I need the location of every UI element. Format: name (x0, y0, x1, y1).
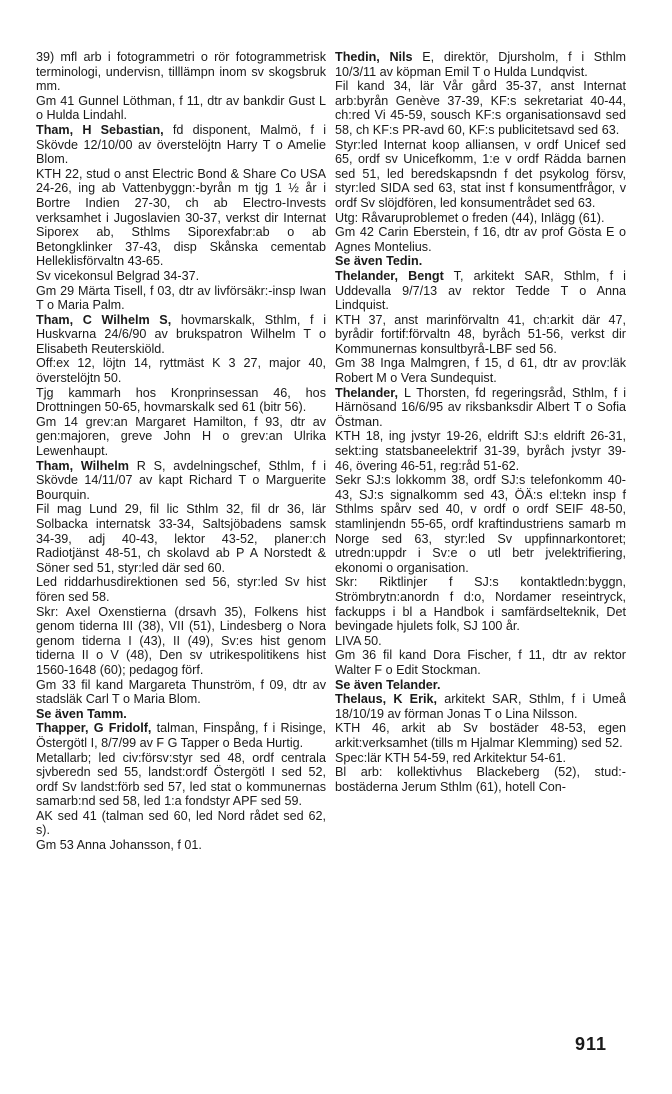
entry-line: Gm 38 Inga Malmgren, f 15, d 61, dtr av prov:läk Robert M o Vera Sundequist. (335, 356, 626, 386)
entry-line: Gm 53 Anna Johansson, f 01. (36, 838, 202, 853)
biography-entry (335, 269, 626, 386)
person-name: Tham, C Wilhelm S, (36, 312, 172, 327)
page-number: 911 (575, 1034, 608, 1054)
entry-heading (335, 692, 626, 721)
biography-entry (335, 386, 626, 692)
entry-intro: talman, Finspång, f i Risinge, Östergötl I, 8/7/99 av F G Tapper o Beda Hurtig. (36, 721, 326, 750)
entry-line: Fil kand 34, lär Vår gård 35-37, anst Internat arb:byrån Genève 37-39, KF:s sekretariat 40-44, ch:red Vi 45-59, sousch KF:s organisationsavd sed 58, ch KF:s PR-avd 60, KF:s publicitetsavd sed 63. (335, 79, 626, 137)
person-name: Thelander, Bengt (335, 268, 444, 283)
entry-line: Gm 36 fil kand Dora Fischer, f 11, dtr av rektor Walter F o Edit Stockman. (335, 648, 626, 677)
entry-line: Off:ex 12, löjtn 14, ryttmäst K 3 27, major 40, överstelöjtn 50. (36, 356, 326, 386)
entry-heading (36, 313, 326, 357)
biography-entry (36, 313, 326, 459)
person-name: Thelander, (335, 385, 398, 400)
right-column (335, 50, 626, 794)
entry-line: Spec:lär KTH 54-59, red Arkitektur 54-61. (335, 750, 566, 765)
entry-line: Gm 14 grev:an Margaret Hamilton, f 93, dtr av gen:majoren, greve John H o grev:an Ulrika Lewenhaupt. (36, 414, 326, 459)
entry-intro: R S, avdelningschef, Sthlm, f i Skövde 14/11/07 av kapt Richard T o Marguerite Bourquin. (36, 458, 326, 502)
biography-entry (36, 459, 326, 722)
see-also-reference: Se även Tedin. (335, 254, 423, 269)
person-name: Thedin, Nils (335, 50, 413, 64)
entry-heading (335, 50, 626, 79)
entry-line: KTH 46, arkit ab Sv bostäder 48-53, egen arkit:verksamhet (tills m Hjalmar Klemming) sed 52. (335, 721, 626, 750)
entry-line: Styr:led Internat koop alliansen, v ordf Unicef sed 65, ordf sv Unicefkomm, 1:e v ordf Rädda barnen sed 51, led beredskapsndn f det psykolog försv, styr:led SIDA sed 63, stat inst f konsumentfrågor, v ordf Sv slöjdfören, led konsumentrådet sed 63. (335, 137, 626, 210)
entry-line: Utg: Råvaruproblemet o freden (44), Inlägg (61). (335, 210, 605, 225)
entry-line: KTH 37, anst marinförvaltn 41, ch:arkit där 47, byrådir fortif:förvaltn 48, byråch 51-56, verkst dir Kommunernas konsultbyrå-LBF sed 56. (335, 312, 626, 356)
entry-heading (36, 721, 326, 750)
entry-line: Sv vicekonsul Belgrad 34-37. (36, 268, 200, 283)
biography-entry (335, 692, 626, 794)
entry-line: Sekr SJ:s lokkomm 38, ordf SJ:s telefonkomm 40-43, SJ:s signalkomm sed 43, ÖÄ:s el:tekn insp f Sthlms spårv sed 40, v ordf o ordf SEIF 48-50, stamlinjendn 55-65, ordf kraftindustriens samarb m Norge sed 63, styr:led Sv uppfinnarkontoret; utredn:uppdr i Sv:e o utl betr jvelektrifiering, ekonomi o organisation. (335, 473, 626, 575)
entry-heading (36, 123, 326, 167)
person-name: Tham, Wilhelm (36, 458, 130, 473)
entry-intro: arkitekt SAR, Sthlm, f i Umeå 18/10/19 av förman Jonas T o Lina Nilsson. (335, 692, 627, 721)
entry-line: Gm 29 Märta Tisell, f 03, dtr av livförsäkr:-insp Iwan T o Maria Palm. (36, 283, 326, 313)
entry-heading (335, 269, 626, 313)
entry-line: Gm 33 fil kand Margareta Thunström, f 09, dtr av stadsläk Carl T o Maria Blom. (36, 677, 326, 707)
entry-line: Bl arb: kollektivhus Blackeberg (52), stud:-bostäderna Jerum Sthlm (61), hotell Con- (335, 765, 626, 794)
person-name: Thelaus, K Erik, (335, 692, 437, 707)
entry-line: Gm 41 Gunnel Löthman, f 11, dtr av bankdir Gust L o Hulda Lindahl. (36, 93, 326, 123)
entry-intro: T, arkitekt SAR, Sthlm, f i Uddevalla 9/7/13 av rektor Tedde T o Anna Lindquist. (335, 268, 626, 313)
entry-line: Metallarb; led civ:försv:styr sed 48, ordf centrala sjvberedn sed 55, landst:ordf Östergötl I sed 52, ordf Sv landst:förb sed 57, led stat o kommunernas samarb:nd sed 58, led 1:a fondstyr APF sed 59. (36, 750, 326, 809)
entry-line: AK sed 41 (talman sed 60, led Nord rådet sed 62, s). (36, 808, 326, 838)
entry-line: Led riddarhusdirektionen sed 56, styr:led Sv hist fören sed 58. (36, 575, 326, 604)
entry-line: LIVA 50. (335, 633, 382, 648)
biography-entry (335, 50, 626, 269)
biography-entry (36, 50, 326, 123)
biography-entry (36, 721, 326, 852)
see-also-reference: Se även Telander. (335, 677, 441, 692)
entry-line: Skr: Riktlinjer f SJ:s kontaktledn:byggn, Strömbrytn:anordn f d:o, Nordamer reseintryck, fackupps i bl a Handbok i samfärdselteknik, Det bevingade hjulets folk, SJ 100 år. (335, 575, 626, 634)
biography-entry (36, 123, 326, 313)
entry-line: Fil mag Lund 29, fil lic Sthlm 32, fil dr 36, lär Solbacka internatsk 33-34, Saltsjöbadens samsk 34-39, adj 40-43, lektor 43-52, planer:ch Radiotjänst 48-51, ch skolavd ab P A Norstedt & Söner sed 51, styr:led där sed 60. (36, 502, 326, 575)
entry-intro: fd disponent, Malmö, f i Skövde 12/10/00 av överstelöjtn Harry T o Amelie Blom. (36, 122, 326, 167)
entry-line: Tjg kammarh hos Kronprinsessan 46, hos Drottningen 50-65, hovmarskalk sed 61 (bitr 56). (36, 385, 326, 415)
person-name: Thapper, G Fridolf, (36, 721, 152, 736)
person-name: Tham, H Sebastian, (36, 122, 164, 137)
entry-line: KTH 18, ing jvstyr 19-26, eldrift SJ:s eldrift 26-31, sekt:ing statsbaneelektrif 31-39, byråch jvstyr 39-46, övering 46-51, reg:råd 51-62. (335, 429, 626, 473)
entry-intro: hovmarskalk, Sthlm, f i Huskvarna 24/6/90 av brukspatron Wilhelm T o Elisabeth Reuterskiöld. (36, 312, 327, 356)
entry-line: 39) mfl arb i fotogrammetri o rör fotogrammetrisk terminologi, undervisn, tilllämpn inom sv skogsbruk mm. (36, 50, 326, 94)
entry-line: Skr: Axel Oxenstierna (drsavh 35), Folkens hist genom tiderna III (38), VII (51), Lindesberg o Nora genom tiderna I (43), II (49), Sv:es hist genom tiderna II o V (48), Den sv utrikespolitikens hist 1560-1648 (60); pedagog förf. (36, 604, 326, 677)
entry-heading (36, 459, 326, 503)
entry-line: Gm 42 Carin Eberstein, f 16, dtr av prof Gösta E o Agnes Montelius. (335, 225, 626, 254)
entry-intro: L Thorsten, fd regeringsråd, Sthlm, f i Härnösand 16/6/95 av riksbanksdir Albert T o Sofia Östman. (335, 385, 626, 429)
left-column (36, 50, 326, 853)
see-also-reference: Se även Tamm. (36, 706, 127, 721)
entry-intro: E, direktör, Djursholm, f i Sthlm 10/3/11 av köpman Emil T o Hulda Lundqvist. (335, 50, 626, 79)
entry-heading (335, 386, 626, 430)
entry-line: KTH 22, stud o anst Electric Bond & Share Co USA 24-26, ing ab Vattenbyggn:-byrån m tjg 1 ½ år i Bortre Indien 27-30, ch ab Electro-Invests verksamhet i Jugoslavien 30-37, verkst dir Internat Siporex ab, Sthlms Siporexfabr:ab o ab Betongklinker 37-43, disp Skånska cementab Helleklisförvaltn 43-65. (36, 166, 326, 269)
